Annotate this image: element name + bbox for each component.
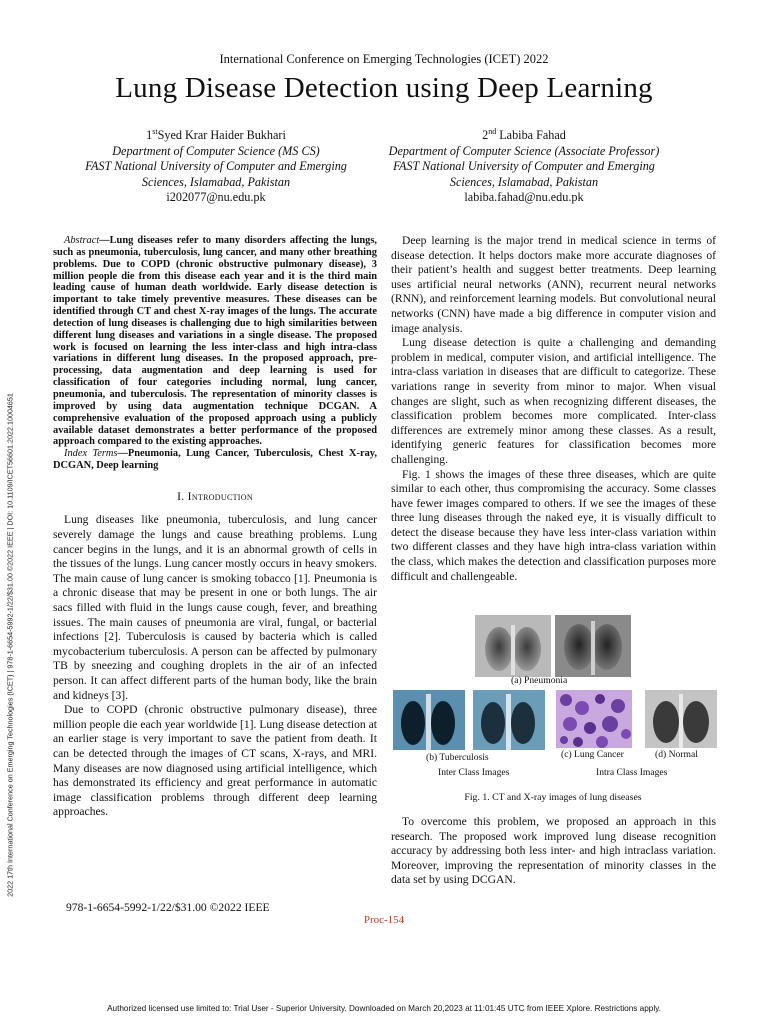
index-terms-text: —Pneumonia, Lung Cancer, Tuberculosis, Chest X-ray, DCGAN, Deep learning bbox=[53, 448, 377, 472]
figure-caption: Fig. 1. CT and X-ray images of lung diseases bbox=[464, 792, 642, 803]
normal-xray-image bbox=[645, 690, 717, 748]
pneumonia-xray-images bbox=[475, 615, 635, 677]
author-1-dept: Department of Computer Science (MS CS) bbox=[112, 143, 320, 158]
license-footer: Authorized licensed use limited to: Trial User - Superior University. Downloaded on March 20,2023 at 11:01:45 UTC from IEEE Xplore. Restrictions apply. bbox=[107, 1004, 661, 1013]
left-paragraph-1: Lung diseases like pneumonia, tuberculosis, and lung cancer severely damage the lungs and cause breathing problems. Lung cancer begins in the lungs, and it is an abnormal growth of cells in the tissues of the lungs. Lung cancer mostly occurs in heavy smokers. The main cause of lung cancer is smoking tobacco [1]. Pneumonia is a chronic disease that may be present in one or both lungs. The air sacs filled with fluid in the lungs cause cough, fever, and breathing issues. The main causes of pneumonia are viral, fungal, or bacterial infections [2]. Tuberculosis is caused by bacteria which is called mycobacterium tuberculosis. A person can be affected by pulmonary TB by sneezing and coughing droplets in the air of an infected person. It can affect different parts of the human body, like the brain and kidneys [3]. bbox=[53, 513, 377, 702]
right-paragraph-4: To overcome this problem, we proposed an approach in this research. The proposed work improved lung disease recognition accuracy by addressing both less inter- and high intraclass variation. Moreover, improving the representation of minority classes in the data set by using DCGAN. bbox=[391, 815, 716, 887]
conference-name: International Conference on Emerging Technologies (ICET) 2022 bbox=[219, 52, 549, 66]
right-column-bottom bbox=[391, 815, 716, 888]
proc-number: Proc-154 bbox=[363, 914, 405, 926]
right-column bbox=[391, 234, 716, 584]
figure-tuberculosis bbox=[393, 690, 553, 755]
author-1 bbox=[46, 124, 386, 206]
abstract bbox=[53, 235, 377, 448]
doi-sidebar-text: 2022 17th International Conference on Emerging Technologies (ICET) | 978-1-6654-5992-1/22/$31.00 ©2022 IEEE | DOI: 10.1109/ICET56601.2022.10004651 bbox=[5, 393, 15, 897]
author-2 bbox=[354, 124, 694, 206]
right-paragraph-1: Deep learning is the major trend in medical science in terms of disease detection. It helps doctors make more accurate diagnoses of their patient’s health and suggest better treatments. Deep learning uses artificial neural networks (ANN), recurrent neural networks (RNN), and reinforcement learning models. But convolutional neural networks (CNN) have made a big difference in computer vision and image analysis. bbox=[391, 234, 716, 335]
lung-cancer-histology-image bbox=[556, 690, 632, 748]
author-2-sup: nd bbox=[488, 127, 497, 136]
author-2-uni-1: FAST National University of Computer and Emerging bbox=[393, 159, 655, 174]
author-1-sup: st bbox=[152, 127, 158, 136]
author-2-name: Labiba Fahad bbox=[499, 128, 566, 143]
author-2-ordinal: 2 bbox=[482, 128, 489, 143]
index-terms bbox=[53, 448, 377, 472]
doi-sidebar bbox=[0, 330, 20, 960]
label-tuberculosis: (b) Tuberculosis bbox=[426, 752, 489, 763]
label-inter-class: Inter Class Images bbox=[438, 767, 510, 778]
label-intra-class: Intra Class Images bbox=[596, 767, 668, 778]
author-1-uni-1: FAST National University of Computer and Emerging bbox=[85, 159, 347, 174]
label-normal: (d) Normal bbox=[655, 749, 698, 760]
figure-normal bbox=[645, 690, 717, 753]
right-paragraph-3: Fig. 1 shows the images of these three diseases, which are quite similar to each other, thus compromising the accuracy. Some classes have fewer images compared to others. If we see the images of these three lung diseases through the naked eye, it is visually difficult to detect the disease because they have less inter-class variation within two different classes and they have high intra-class variation within the class, which makes the detection and classification purposes more difficult and challengeable. bbox=[391, 467, 716, 583]
left-paragraph-2: Due to COPD (chronic obstructive pulmonary disease), three million people die each year worldwide [1]. Lung disease detection at an earlier stage is very important to save the patient from death. It can be detected through the images of CT scans, X-rays, and MRI. Many diseases are now diagnosed using artificial intelligence, which has demonstrated its efficiency and great performance in automatic image classification problems through different deep learning approaches. bbox=[53, 703, 377, 819]
section-heading bbox=[53, 490, 377, 505]
figure-lung-cancer bbox=[556, 690, 632, 753]
label-lung-cancer: (c) Lung Cancer bbox=[561, 749, 624, 760]
abstract-text: —Lung diseases refer to many disorders affecting the lungs, such as pneumonia, tuberculosis, lung cancer, and many other breathing problems. Due to COPD (chronic obstructive pulmonary disease), 3 million people die from this disease each year and it is the third main leading cause of human death worldwide. Early disease detection is important to take timely preventive measures. These diseases can be identified through CT and chest X-ray images of the lungs. The accurate detection of lung diseases is challenging due to high similarities between different lung diseases and variations in a single disease. The proposed work is focused on learning the less inter-class and high intra-class variations in different lung diseases. In the proposed approach, pre-processing, data augmentation and deep learning is used for classification of four categories including normal, lung cancer, pneumonia, and tuberculosis. The representation of minority classes is improved by using data augmentation technique DCGAN. A comprehensive evaluation of the proposed approach using a publicly available dataset demonstrates a better performance of the proposed approach compared to the existing approaches. bbox=[53, 235, 377, 448]
author-1-ordinal: 1 bbox=[146, 128, 153, 143]
label-pneumonia: (a) Pneumonia bbox=[511, 675, 568, 686]
author-2-uni-2: Sciences, Islamabad, Pakistan bbox=[449, 174, 599, 189]
figure-pneumonia bbox=[475, 615, 635, 682]
index-terms-label: Index Terms bbox=[64, 448, 118, 460]
paper-title: Lung Disease Detection using Deep Learning bbox=[115, 72, 653, 104]
tuberculosis-xray-images bbox=[393, 690, 553, 750]
copyright-line: 978-1-6654-5992-1/22/$31.00 ©2022 IEEE bbox=[66, 901, 270, 914]
right-paragraph-2: Lung disease detection is quite a challenging and demanding problem in medical, computer vision, and artificial intelligence. The intra-class variation in diseases that are difficult to categorize. These variations range in severity from minor to major. When visual changes are slight, such as when recognizing different diseases, the classification problem becomes more complicated. Inter-class differences are extremely minor among these classes. As a result, identifying generic features for classification becomes more challenging. bbox=[391, 336, 716, 466]
section-numeral: I. bbox=[177, 489, 185, 503]
section-title: Introduction bbox=[187, 489, 253, 503]
author-2-email: labiba.fahad@nu.edu.pk bbox=[464, 190, 584, 205]
abstract-label: Abstract bbox=[64, 235, 100, 246]
left-column bbox=[53, 235, 377, 820]
author-1-name: Syed Krar Haider Bukhari bbox=[157, 128, 286, 143]
author-2-dept: Department of Computer Science (Associate Professor) bbox=[388, 143, 660, 158]
author-1-email: i202077@nu.edu.pk bbox=[166, 190, 266, 205]
author-1-uni-2: Sciences, Islamabad, Pakistan bbox=[141, 174, 291, 189]
